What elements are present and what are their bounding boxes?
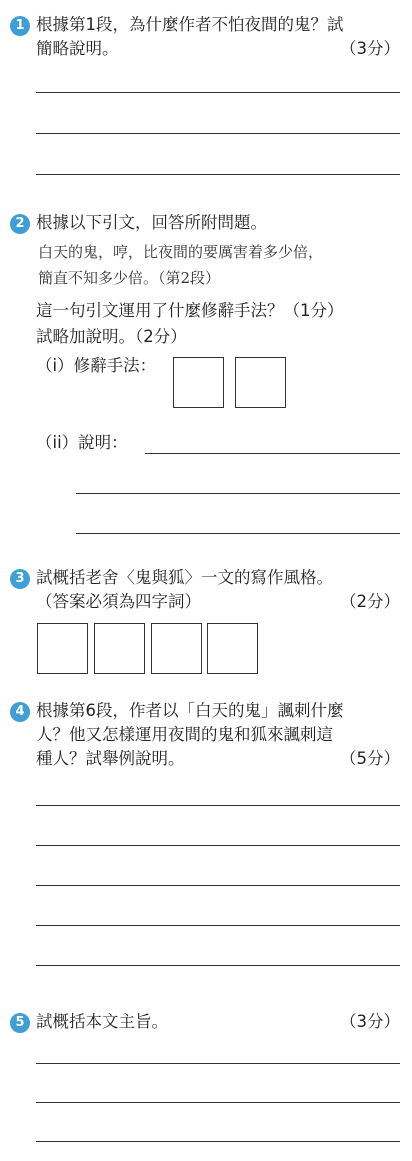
question-1-text-line1: 根據第1段，為什麼作者不怕夜間的鬼？試 [36, 15, 344, 34]
question-number-badge: 5 [10, 1013, 30, 1033]
quoted-passage-line2: 簡直不知多少倍。（第2段） [38, 269, 221, 287]
question-2 [10, 212, 400, 542]
question-3-score: （2分） [340, 592, 400, 611]
question-number-badge: 3 [10, 569, 30, 589]
question-4-text-line3: 種人？試舉例說明。 [36, 749, 185, 768]
answer-line[interactable] [36, 965, 400, 966]
question-4-text-line2: 人？他又怎樣運用夜間的鬼和狐來諷刺這 [36, 725, 333, 744]
question-2-text-line2: 這一句引文運用了什麼修辭手法？（1分） [36, 301, 344, 320]
answer-line[interactable] [36, 925, 400, 926]
answer-line[interactable] [36, 885, 400, 886]
question-4-text-line1: 根據第6段，作者以「白天的鬼」諷刺什麼 [36, 701, 344, 720]
rhetoric-answer-box-1[interactable] [173, 357, 224, 408]
answer-line[interactable] [36, 805, 400, 806]
answer-line[interactable] [36, 92, 400, 93]
question-number-badge: 1 [10, 16, 30, 36]
answer-line[interactable] [36, 845, 400, 846]
style-answer-box-3[interactable] [151, 623, 202, 674]
question-number-badge: 4 [10, 702, 30, 722]
answer-line[interactable] [36, 1141, 400, 1142]
question-1-text-line2: 簡略說明。 [36, 39, 119, 58]
question-3-text-line2: （答案必須為四字詞） [36, 592, 201, 611]
question-4 [10, 700, 400, 975]
part-i-label: （i）修辭手法： [36, 356, 157, 375]
answer-line[interactable] [76, 493, 400, 494]
question-4-score: （5分） [340, 749, 400, 768]
question-2-text-line1: 根據以下引文，回答所附問題。 [36, 213, 267, 232]
question-5-text-line1: 試概括本文主旨。 [36, 1012, 168, 1031]
style-answer-box-1[interactable] [37, 623, 88, 674]
answer-line[interactable] [36, 1063, 400, 1064]
style-answer-box-2[interactable] [94, 623, 145, 674]
answer-line[interactable] [36, 174, 400, 175]
answer-line[interactable] [145, 453, 400, 454]
part-ii-label: （ii）說明： [36, 433, 128, 452]
question-2-text-line3: 試略加說明。（2分） [36, 327, 187, 346]
question-number-badge: 2 [10, 214, 30, 234]
answer-line[interactable] [36, 1102, 400, 1103]
question-5-score: （3分） [340, 1012, 400, 1031]
style-answer-box-4[interactable] [207, 623, 258, 674]
answer-line[interactable] [36, 133, 400, 134]
question-3-text-line1: 試概括老舍〈鬼與狐〉一文的寫作風格。 [36, 568, 333, 587]
question-1-score: （3分） [340, 39, 400, 58]
rhetoric-answer-box-2[interactable] [235, 357, 286, 408]
question-1 [10, 14, 400, 184]
question-3 [10, 567, 400, 677]
answer-line[interactable] [76, 533, 400, 534]
quoted-passage-line1: 白天的鬼，哼，比夜間的要厲害着多少倍， [38, 243, 324, 261]
question-5 [10, 1011, 400, 1151]
